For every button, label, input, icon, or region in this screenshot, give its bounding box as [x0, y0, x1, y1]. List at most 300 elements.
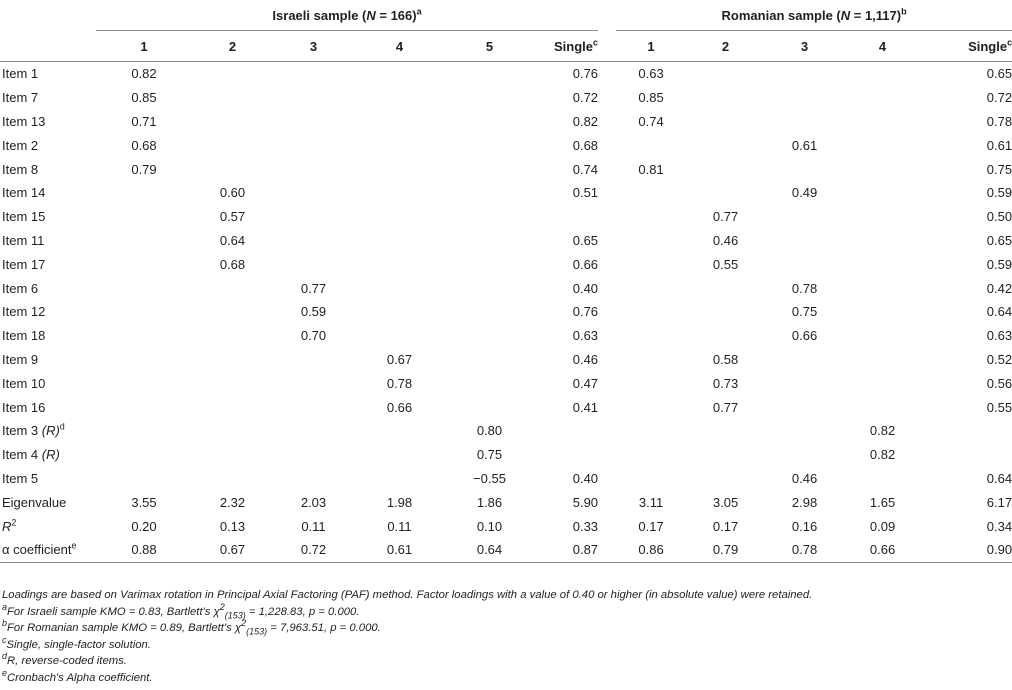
israeli-factor-4-cell	[354, 443, 445, 467]
romanian-factor-2-cell	[686, 133, 765, 157]
romanian-factor-4-cell: 0.82	[869, 447, 896, 463]
israeli-single-cell: 0.65	[572, 232, 599, 248]
romanian-factor-2-cell: 0.58	[712, 351, 739, 367]
israeli-factor-5-cell	[445, 300, 534, 324]
romanian-factor-2-cell: 0.17	[712, 518, 739, 534]
israeli-factor-4-cell	[354, 62, 445, 86]
israeli-factor-1-cell: 0.71	[131, 113, 157, 129]
romanian-factor-4-cell	[844, 62, 921, 86]
israeli-factor-3-cell: 0.72	[273, 538, 354, 562]
israeli-factor-5-cell	[445, 276, 534, 300]
israeli-factor-5-cell	[445, 395, 534, 419]
table-row	[0, 181, 1012, 205]
gap-cell	[598, 467, 616, 491]
gap-cell	[598, 205, 616, 229]
romanian-single-cell: 0.64	[986, 470, 1012, 486]
israeli-factor-2-cell	[192, 467, 273, 491]
gap-cell	[598, 252, 616, 276]
israeli-factor-1-cell	[96, 300, 192, 324]
romanian-factor-3-cell: 0.49	[791, 185, 818, 201]
israeli-factor-5-cell	[445, 252, 534, 276]
romanian-factor-2-cell: 0.77	[712, 209, 739, 225]
israeli-factor-3-cell	[273, 395, 354, 419]
romanian-factor-4-cell	[844, 181, 921, 205]
row-label: Item 11	[2, 232, 45, 248]
israeli-factor-1-cell	[96, 181, 192, 205]
israeli-factor-1-cell	[96, 443, 192, 467]
israeli-factor-4-cell: 0.66	[386, 399, 413, 415]
gap-cell	[598, 348, 616, 372]
romanian-factor-3-cell: 0.46	[791, 470, 818, 486]
romanian-factor-3-cell	[765, 229, 844, 253]
israeli-factor-3-cell	[273, 157, 354, 181]
column-header-isr-single: Single$^c$	[534, 31, 598, 62]
israeli-factor-3-cell: 0.70	[300, 328, 327, 344]
romanian-factor-1-cell	[616, 133, 686, 157]
table-row	[0, 229, 1012, 253]
israeli-factor-4-cell	[354, 229, 445, 253]
israeli-factor-3-cell: 0.11	[301, 518, 326, 534]
romanian-single-cell: 0.63	[986, 328, 1012, 344]
column-header-isr-3: 3	[273, 31, 354, 62]
israeli-factor-4-cell	[354, 205, 445, 229]
israeli-factor-2-cell: 0.60	[219, 185, 246, 201]
israeli-factor-2-cell	[192, 276, 273, 300]
israeli-factor-4-cell: 1.98	[386, 494, 413, 510]
romanian-factor-4-cell: 0.82	[869, 423, 896, 439]
israeli-factor-2-cell	[192, 133, 273, 157]
romanian-factor-2-cell	[686, 324, 765, 348]
romanian-factor-1-cell: 0.86	[616, 538, 686, 562]
israeli-factor-5-cell	[445, 229, 534, 253]
israeli-factor-1-cell	[96, 371, 192, 395]
romanian-single-cell: 0.65	[986, 232, 1012, 248]
romanian-factor-4-cell	[844, 324, 921, 348]
romanian-factor-3-cell: 2.98	[791, 494, 818, 510]
table-row	[0, 62, 1012, 86]
israeli-factor-4-cell	[354, 467, 445, 491]
romanian-single-cell: 0.56	[986, 375, 1012, 391]
column-header-rom-1: 1	[616, 31, 686, 62]
israeli-factor-4-cell	[354, 133, 445, 157]
gap-cell	[598, 443, 616, 467]
romanian-factor-1-cell	[616, 229, 686, 253]
romanian-factor-3-cell: 0.66	[791, 328, 818, 344]
row-label: Item 1	[2, 66, 39, 82]
row-label: Item 14	[2, 185, 46, 201]
romanian-single-cell: 0.34	[986, 518, 1012, 534]
romanian-single-cell: 0.78	[986, 113, 1012, 129]
column-header-rom-4: 4	[844, 31, 921, 62]
israeli-single-cell: 0.40	[572, 470, 599, 486]
table-footnotes	[2, 587, 812, 687]
gap-cell	[598, 300, 616, 324]
row-label: Item 8	[2, 161, 39, 177]
romanian-factor-4-cell	[844, 348, 921, 372]
israeli-factor-1-cell: 0.79	[131, 161, 157, 177]
romanian-factor-3-cell	[765, 395, 844, 419]
romanian-factor-1-cell	[616, 348, 686, 372]
table-row	[0, 419, 1012, 443]
israeli-factor-4-cell: 0.67	[386, 351, 413, 367]
israeli-single-cell: 0.33	[572, 518, 599, 534]
israeli-single-cell	[534, 205, 598, 229]
romanian-factor-2-cell	[686, 467, 765, 491]
israeli-single-cell: 0.41	[572, 399, 599, 415]
row-label: α coefficient$^e$	[0, 538, 96, 562]
israeli-factor-4-cell	[354, 419, 445, 443]
romanian-factor-3-cell	[765, 205, 844, 229]
israeli-factor-3-cell: 0.77	[300, 280, 327, 296]
israeli-factor-3-cell	[273, 371, 354, 395]
romanian-sample-header: Romanian sample (N = 1,117)$^b$	[616, 0, 1012, 31]
israeli-factor-2-cell: 0.57	[219, 209, 246, 225]
israeli-factor-4-cell	[354, 252, 445, 276]
romanian-factor-1-cell	[616, 467, 686, 491]
israeli-factor-3-cell	[273, 62, 354, 86]
israeli-factor-4-cell	[354, 86, 445, 110]
romanian-factor-3-cell	[765, 443, 844, 467]
israeli-factor-1-cell	[96, 252, 192, 276]
table-row	[0, 157, 1012, 181]
romanian-factor-1-cell	[616, 205, 686, 229]
romanian-factor-4-cell: 1.65	[869, 494, 896, 510]
row-label: Item 4 (R)	[2, 447, 60, 463]
israeli-single-cell: 0.72	[572, 90, 599, 106]
romanian-factor-4-cell	[844, 467, 921, 491]
israeli-factor-4-cell	[354, 300, 445, 324]
romanian-factor-1-cell: 0.63	[638, 66, 664, 82]
israeli-factor-3-cell	[273, 229, 354, 253]
israeli-factor-2-cell	[192, 300, 273, 324]
israeli-factor-4-cell	[354, 324, 445, 348]
row-label: Item 17	[2, 256, 46, 272]
column-header-isr-4: 4	[354, 31, 445, 62]
romanian-single-cell: 0.59	[986, 185, 1012, 201]
row-label: Item 13	[2, 113, 46, 129]
israeli-factor-2-cell	[192, 371, 273, 395]
israeli-factor-1-cell	[96, 276, 192, 300]
israeli-factor-2-cell	[192, 110, 273, 134]
romanian-factor-2-cell	[686, 419, 765, 443]
israeli-factor-2-cell	[192, 348, 273, 372]
israeli-factor-1-cell	[96, 205, 192, 229]
column-header-rom-3: 3	[765, 31, 844, 62]
israeli-factor-1-cell: 0.85	[131, 90, 157, 106]
romanian-factor-3-cell	[765, 62, 844, 86]
israeli-single-cell: 5.90	[572, 494, 599, 510]
israeli-factor-1-cell: 0.68	[131, 137, 157, 153]
gap-cell	[598, 490, 616, 514]
israeli-factor-5-cell	[445, 86, 534, 110]
row-label: Item 18	[2, 328, 46, 344]
romanian-factor-2-cell	[686, 62, 765, 86]
israeli-single-cell: 0.82	[572, 113, 599, 129]
footnote-e: $^e$Cronbach's Alpha coefficient.	[2, 668, 153, 684]
column-header-row	[0, 31, 1012, 62]
romanian-factor-3-cell: 0.75	[791, 304, 818, 320]
romanian-factor-3-cell	[765, 157, 844, 181]
romanian-factor-1-cell: 0.74	[638, 113, 664, 129]
israeli-single-cell	[534, 419, 598, 443]
row-label: Item 10	[2, 375, 46, 391]
israeli-factor-1-cell	[96, 324, 192, 348]
gap-cell	[598, 276, 616, 300]
israeli-factor-3-cell	[273, 181, 354, 205]
israeli-factor-5-cell: 1.86	[476, 494, 503, 510]
israeli-factor-5-cell: 0.80	[476, 423, 503, 439]
romanian-single-cell	[921, 443, 1012, 467]
romanian-factor-2-cell: 0.77	[712, 399, 739, 415]
israeli-single-cell: 0.87	[534, 538, 598, 562]
footnote-b: $^b$For Romanian sample KMO = 0.89, Bartlett's $\chi^2_{(153)} = 7,963.51$, p = 0.000.	[2, 618, 381, 637]
row-label: $R^2$	[2, 517, 17, 534]
gap-cell	[598, 514, 616, 538]
romanian-factor-4-cell	[844, 300, 921, 324]
gap-cell	[598, 419, 616, 443]
romanian-single-cell: 0.50	[986, 209, 1012, 225]
israeli-factor-3-cell	[273, 252, 354, 276]
gap-cell	[598, 324, 616, 348]
romanian-factor-1-cell	[616, 419, 686, 443]
israeli-factor-1-cell: 0.82	[131, 66, 157, 82]
israeli-factor-1-cell	[96, 348, 192, 372]
table-body	[0, 62, 1012, 563]
israeli-single-cell: 0.46	[572, 351, 599, 367]
romanian-single-cell: 0.90	[921, 538, 1012, 562]
romanian-factor-3-cell	[765, 110, 844, 134]
israeli-factor-5-cell	[445, 371, 534, 395]
header-empty-cell	[0, 0, 96, 31]
israeli-factor-5-cell: 0.75	[476, 447, 503, 463]
romanian-factor-4-cell	[844, 110, 921, 134]
row-label: Item 6	[2, 280, 39, 296]
israeli-factor-3-cell	[273, 86, 354, 110]
israeli-factor-1-cell: 3.55	[131, 494, 157, 510]
israeli-factor-2-cell	[192, 419, 273, 443]
israeli-factor-1-cell	[96, 229, 192, 253]
israeli-factor-3-cell	[273, 133, 354, 157]
israeli-single-cell: 0.76	[572, 304, 599, 320]
row-label: Item 3 $(R)^d$	[2, 422, 65, 439]
table-row	[0, 110, 1012, 134]
footnote-d: $^d$R, reverse-coded items.	[2, 651, 127, 668]
table-row	[0, 86, 1012, 110]
romanian-factor-3-cell	[765, 348, 844, 372]
israeli-factor-1-cell	[96, 419, 192, 443]
row-label: Eigenvalue	[2, 494, 67, 510]
romanian-factor-4-cell: 0.66	[844, 538, 921, 562]
romanian-single-cell: 0.61	[986, 137, 1012, 153]
israeli-factor-5-cell	[445, 348, 534, 372]
romanian-factor-3-cell	[765, 86, 844, 110]
romanian-single-cell	[921, 419, 1012, 443]
romanian-factor-1-cell: 3.11	[638, 494, 664, 510]
romanian-factor-1-cell	[616, 324, 686, 348]
israeli-factor-3-cell	[273, 443, 354, 467]
israeli-factor-2-cell: 0.67	[192, 538, 273, 562]
romanian-factor-1-cell	[616, 252, 686, 276]
israeli-factor-5-cell	[445, 62, 534, 86]
israeli-factor-2-cell	[192, 324, 273, 348]
israeli-factor-1-cell	[96, 395, 192, 419]
romanian-factor-1-cell	[616, 181, 686, 205]
israeli-factor-3-cell	[273, 205, 354, 229]
romanian-factor-3-cell	[765, 252, 844, 276]
romanian-single-cell: 0.59	[986, 256, 1012, 272]
row-label: Item 9	[2, 351, 39, 367]
israeli-factor-4-cell	[354, 110, 445, 134]
header-gap-cell	[598, 0, 616, 31]
israeli-factor-5-cell	[445, 205, 534, 229]
column-header-item	[0, 31, 96, 62]
romanian-factor-1-cell	[616, 300, 686, 324]
romanian-factor-4-cell	[844, 229, 921, 253]
table-row	[0, 133, 1012, 157]
israeli-factor-2-cell: 0.64	[219, 232, 246, 248]
romanian-single-cell: 6.17	[986, 494, 1012, 510]
israeli-factor-4-cell: 0.11	[387, 518, 412, 534]
row-label: Item 15	[2, 209, 46, 225]
romanian-factor-2-cell	[686, 443, 765, 467]
israeli-factor-5-cell: 0.64	[445, 538, 534, 562]
romanian-factor-4-cell	[844, 86, 921, 110]
israeli-sample-header: Israeli sample (N = 166)$^a$	[96, 0, 598, 31]
israeli-factor-1-cell: 0.88	[96, 538, 192, 562]
israeli-single-cell	[534, 443, 598, 467]
table-row	[0, 324, 1012, 348]
israeli-single-cell: 0.47	[572, 375, 599, 391]
israeli-factor-3-cell	[273, 419, 354, 443]
column-header-isr-2: 2	[192, 31, 273, 62]
romanian-factor-4-cell	[844, 371, 921, 395]
romanian-factor-1-cell: 0.17	[638, 518, 664, 534]
table-row	[0, 252, 1012, 276]
romanian-factor-2-cell	[686, 181, 765, 205]
table-row	[0, 205, 1012, 229]
romanian-factor-3-cell: 0.78	[765, 538, 844, 562]
israeli-factor-4-cell: 0.78	[386, 375, 413, 391]
romanian-factor-2-cell: 0.73	[712, 375, 739, 391]
romanian-factor-4-cell	[844, 395, 921, 419]
israeli-single-cell: 0.76	[572, 66, 599, 82]
israeli-factor-2-cell: 0.68	[219, 256, 246, 272]
romanian-single-cell: 0.42	[986, 280, 1012, 296]
israeli-factor-4-cell: 0.61	[354, 538, 445, 562]
gap-cell	[598, 371, 616, 395]
footnote-c: $^c$Single, single-factor solution.	[2, 635, 151, 651]
table-row	[0, 490, 1012, 514]
column-header-isr-5: 5	[445, 31, 534, 62]
table-row	[0, 443, 1012, 467]
romanian-single-cell: 0.72	[986, 90, 1012, 106]
israeli-single-cell: 0.68	[572, 137, 599, 153]
table-row	[0, 514, 1012, 538]
romanian-factor-4-cell	[844, 157, 921, 181]
israeli-factor-4-cell	[354, 181, 445, 205]
israeli-single-cell: 0.63	[572, 328, 599, 344]
romanian-single-cell: 0.55	[986, 399, 1012, 415]
romanian-factor-2-cell	[686, 86, 765, 110]
gap-cell	[598, 395, 616, 419]
romanian-factor-4-cell	[844, 252, 921, 276]
gap-cell	[598, 181, 616, 205]
israeli-factor-1-cell: 0.20	[131, 518, 157, 534]
romanian-factor-2-cell: 0.55	[712, 256, 739, 272]
israeli-factor-2-cell	[192, 62, 273, 86]
romanian-single-cell: 0.75	[986, 161, 1012, 177]
table-row	[0, 371, 1012, 395]
israeli-factor-3-cell	[273, 348, 354, 372]
romanian-factor-2-cell: 3.05	[712, 494, 739, 510]
israeli-factor-2-cell	[192, 86, 273, 110]
gap-cell	[598, 86, 616, 110]
israeli-single-cell: 0.40	[572, 280, 599, 296]
romanian-factor-4-cell	[844, 276, 921, 300]
romanian-single-cell: 0.65	[986, 66, 1012, 82]
israeli-factor-4-cell	[354, 276, 445, 300]
israeli-factor-3-cell: 2.03	[300, 494, 327, 510]
table-row	[0, 348, 1012, 372]
israeli-factor-5-cell	[445, 133, 534, 157]
table-row	[0, 276, 1012, 300]
footnote-main: Loadings are based on Varimax rotation in Principal Axial Factoring (PAF) method. Factor loadings with a value of 0.40 or higher (in absolute value) were retained.	[2, 589, 813, 601]
gap-cell	[598, 133, 616, 157]
romanian-factor-2-cell	[686, 276, 765, 300]
romanian-factor-1-cell: 0.85	[638, 90, 664, 106]
romanian-factor-1-cell: 0.81	[638, 161, 664, 177]
israeli-factor-3-cell: 0.59	[300, 304, 327, 320]
column-header-rom-single: Single$^c$	[921, 31, 1012, 62]
israeli-factor-5-cell: −0.55	[473, 470, 506, 486]
table-row	[0, 538, 1012, 562]
israeli-single-cell: 0.66	[572, 256, 599, 272]
footnote-a: $^a$For Israeli sample KMO = 0.83, Bartlett's $\chi^2_{(153)} = 1,228.83$, p = 0.000.	[2, 601, 360, 620]
israeli-factor-1-cell	[96, 467, 192, 491]
romanian-factor-2-cell	[686, 157, 765, 181]
israeli-factor-5-cell: 0.10	[476, 518, 503, 534]
israeli-factor-2-cell	[192, 443, 273, 467]
israeli-factor-4-cell	[354, 157, 445, 181]
israeli-factor-2-cell	[192, 157, 273, 181]
israeli-factor-2-cell: 2.32	[219, 494, 246, 510]
romanian-single-cell: 0.64	[986, 304, 1012, 320]
israeli-factor-2-cell	[192, 395, 273, 419]
romanian-factor-2-cell: 0.46	[712, 232, 739, 248]
israeli-single-cell: 0.74	[572, 161, 599, 177]
gap-cell	[598, 157, 616, 181]
table-row	[0, 395, 1012, 419]
romanian-factor-1-cell	[616, 371, 686, 395]
romanian-single-cell: 0.52	[986, 351, 1012, 367]
romanian-factor-1-cell	[616, 443, 686, 467]
column-header-rom-2: 2	[686, 31, 765, 62]
row-label: Item 7	[2, 90, 39, 106]
israeli-factor-5-cell	[445, 110, 534, 134]
group-header-row	[0, 0, 1012, 31]
romanian-factor-1-cell	[616, 276, 686, 300]
romanian-factor-4-cell	[844, 205, 921, 229]
row-label: Item 5	[2, 470, 39, 486]
gap-cell	[598, 538, 616, 562]
romanian-factor-2-cell: 0.79	[686, 538, 765, 562]
romanian-factor-3-cell: 0.16	[791, 518, 818, 534]
romanian-factor-3-cell	[765, 371, 844, 395]
gap-cell	[598, 110, 616, 134]
row-label: Item 12	[2, 304, 46, 320]
romanian-factor-1-cell	[616, 395, 686, 419]
romanian-factor-3-cell: 0.78	[791, 280, 818, 296]
